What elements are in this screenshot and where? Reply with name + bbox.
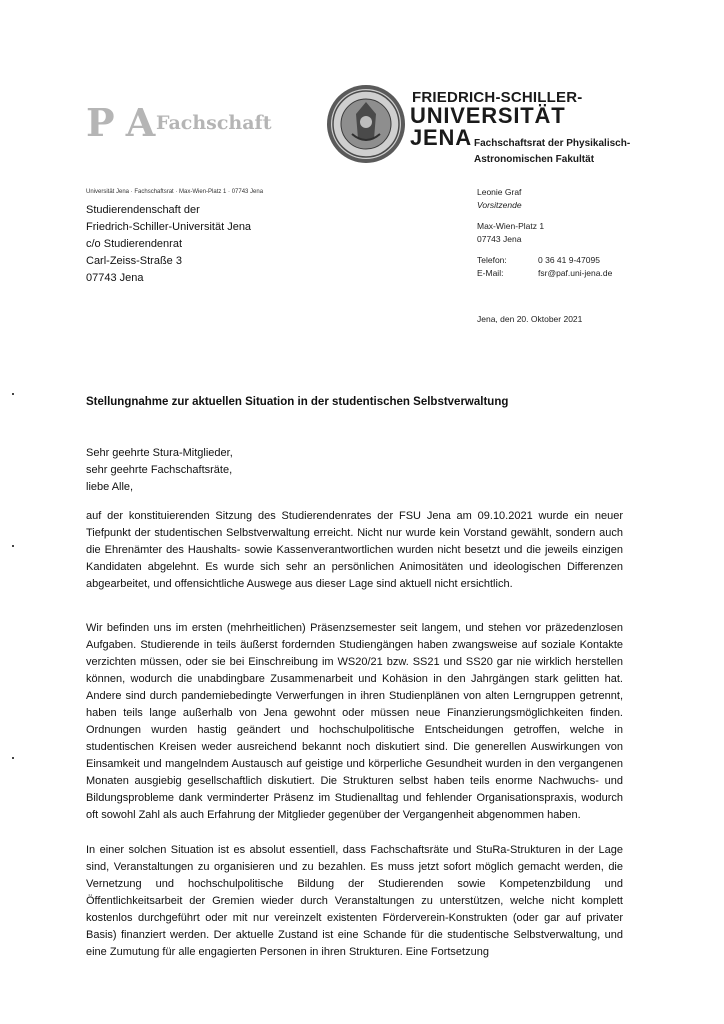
salutation-line: Sehr geehrte Stura-Mitglieder, (86, 447, 233, 459)
sender-name: Leonie Graf (477, 187, 522, 197)
email-address[interactable]: fsr@paf.uni-jena.de (538, 268, 613, 278)
paf-fachschaft-logo (86, 100, 272, 145)
sender-role: Vorsitzende (477, 200, 522, 210)
letter-date: Jena, den 20. Oktober 2021 (477, 314, 583, 324)
fold-mark (12, 545, 14, 547)
sender-city: 07743 Jena (477, 234, 522, 244)
recipient-line: 07743 Jena (86, 272, 144, 284)
salutation (86, 445, 233, 496)
body-paragraph: auf der konstituierenden Sitzung des Studierendenrates der FSU Jena am 09.10.2021 wurde ein neuer Tiefpunkt der studentischen Selbstverwaltung erreicht. Nicht nur wurde kein Vorstand gewählt, sondern auch die Ehrenämter des Haushalts- sowie Kassenverantwortlichen wurden nicht besetzt und die jeweils einzigen Kandidaten abgelehnt. Es wurde sich sehr an persönlichen Animositäten und ideologischen Differenzen abgearbeitet, und offensichtliche Auswege aus dieser Lage sind aktuell nicht ersichtlich. (86, 510, 623, 590)
recipient-line: Friedrich-Schiller-Universität Jena (86, 221, 252, 233)
body-paragraph: In einer solchen Situation ist es absolut essentiell, dass Fachschaftsräte und StuRa-Strukturen in der Lage sind, Veranstaltungen zu organisieren und zu bezahlen. Es muss jetzt sofort möglich gemacht werden, die Vernetzung und hochschulpolitische Bildung der Studierenden sowie Kompetenzbildung und Öffentlichkeitsarbeit der Gremien wieder durch Veranstaltungen zu unterstützen, welche nicht komplett kostenlos durchgeführt oder mit nur vereinzelt existenten Förderverein-Konstrukten (oder gar auf privater Basis) finanziert werden. Der aktuelle Zustand ist eine Schande für die studentische Selbstverwaltung, und eine Zumutung für alle engagierten Personen in ihren Strukturen. Eine Fortsetzung (86, 844, 623, 958)
university-name-line-2: UNIVERSITÄT (410, 103, 566, 128)
salutation-line: sehr geehrte Fachschaftsräte, (86, 464, 233, 476)
recipient-line: c/o Studierendenrat (86, 238, 183, 250)
university-name-line-3: JENA (410, 125, 472, 150)
email-label: E-Mail: (477, 268, 504, 278)
sender-street: Max-Wien-Platz 1 (477, 221, 545, 231)
university-name-line-1: FRIEDRICH-SCHILLER- (412, 89, 583, 106)
faculty-council-name (474, 136, 630, 168)
body-paragraph: Wir befinden uns im ersten (mehrheitlichen) Präsenzsemester seit langem, und stehen vor präzedenzlosen Aufgaben. Studierende in teils äußerst fordernden Studiengängen haben zwangsweise auf soziale Kontakte verzichten müssen, oder sie bei Einschreibung im WS20/21 bzw. SS21 und SS20 gar nie wirklich herstellen können, wodurch die unabdingbare Zusammenarbeit und Kohäsion in den Jahrgängen stark gelitten hat. Andere sind durch pandemiebedingte Verwerfungen in ihren Studienplänen von alten Lerngruppen getrennt, haben teils lange außerhalb von Jena gewohnt oder müssen neue Finanzierungsmöglichkeiten finden. Ordnungen wurden hastig geändert und hochschulpolitische Entscheidungen getroffen, welche in studentischen Kreisen weder ausreichend bekannt noch diskutiert sind. Die generellen Auswirkungen von Einsamkeit und mangelndem Austausch auf geistige und körperliche Gesundheit wurden in den vergangenen Monaten ausgiebig gesellschaftlich diskutiert. Die Strukturen selbst haben teils enorme Nachwuchs- und Bildungsprobleme dank verminderter Präsenz im Studienalltag und fehlender Organisationspraxis, wodurch oft sowohl Zahl als auch Erfahrung der Mitglieder gegenüber der Vergangenheit abgenommen haben. (86, 622, 623, 821)
recipient-line: Carl-Zeiss-Straße 3 (86, 255, 182, 267)
university-seal-icon (326, 84, 406, 164)
phone-label: Telefon: (477, 255, 507, 265)
faculty-line-2: Astronomischen Fakultät (474, 154, 595, 165)
logo-wordmark: Fachschaft (156, 112, 272, 134)
fold-mark (12, 393, 14, 395)
return-address: Universität Jena · Fachschaftsrat · Max-Wien-Platz 1 · 07743 Jena (86, 189, 264, 195)
sender-email-row (477, 267, 612, 280)
fold-mark (12, 757, 14, 759)
letter-subject: Stellungnahme zur aktuellen Situation in der studentischen Selbstverwaltung (86, 396, 509, 408)
salutation-line: liebe Alle, (86, 481, 134, 493)
logo-mark: P A (86, 100, 155, 145)
faculty-line-1: Fachschaftsrat der Physikalisch- (474, 138, 631, 149)
sender-block (477, 186, 612, 280)
phone-number: 0 36 41 9-47095 (538, 255, 600, 265)
recipient-address (86, 202, 251, 287)
recipient-line: Studierendenschaft der (86, 204, 200, 216)
sender-phone-row (477, 254, 612, 267)
